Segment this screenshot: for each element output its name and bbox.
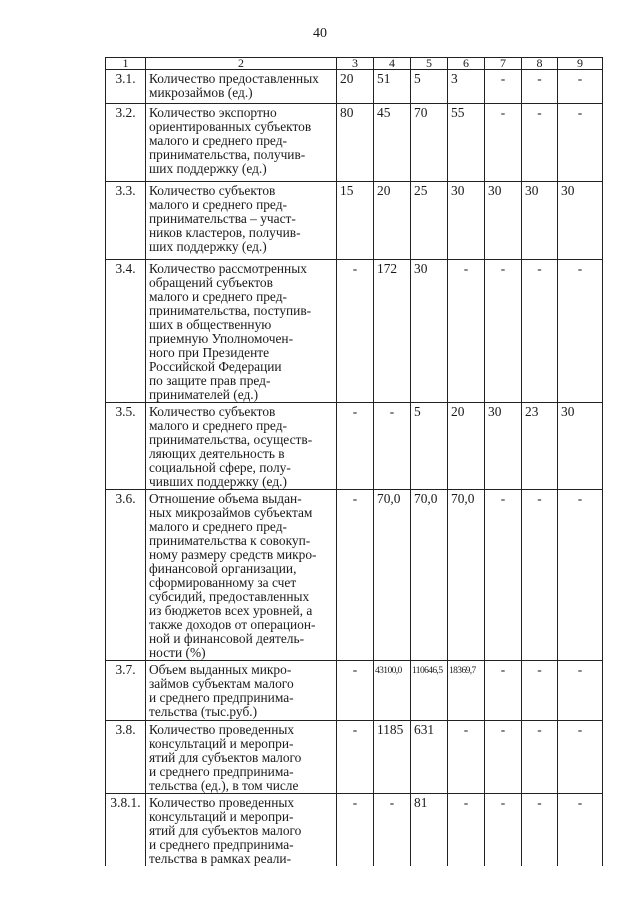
value-cell-col-5: 70,0 <box>411 490 448 661</box>
value-cell-col-5: 30 <box>411 260 448 403</box>
indicator-description: Объем выданных микро- займов субъектам малого и среднего предпринима- тельства (тыс.руб.) <box>146 661 337 721</box>
value-cell-col-4: - <box>374 794 411 867</box>
col-header-7: 7 <box>485 58 522 70</box>
value-cell-col-9: - <box>558 721 603 794</box>
value-cell-col-8: 23 <box>522 403 558 490</box>
value-cell-col-7: - <box>485 260 522 403</box>
row-number: 3.4. <box>106 260 146 403</box>
value-cell-col-4: 70,0 <box>374 490 411 661</box>
value-cell-col-9: - <box>558 260 603 403</box>
value-cell-col-3: - <box>337 721 374 794</box>
value-cell-col-7: 30 <box>485 403 522 490</box>
value-cell-col-3: 15 <box>337 182 374 260</box>
table-row <box>106 182 603 260</box>
col-header-4: 4 <box>374 58 411 70</box>
value-cell-col-3: 80 <box>337 104 374 182</box>
table-row <box>106 260 603 403</box>
value-cell-col-6: 55 <box>448 104 485 182</box>
value-cell-col-7: - <box>485 70 522 104</box>
value-cell-col-8: - <box>522 70 558 104</box>
value-cell-col-9: - <box>558 490 603 661</box>
value-cell-col-7: 30 <box>485 182 522 260</box>
table-header-row <box>106 58 603 70</box>
value-cell-col-7: - <box>485 661 522 721</box>
row-number: 3.5. <box>106 403 146 490</box>
table-row <box>106 490 603 661</box>
col-header-8: 8 <box>522 58 558 70</box>
row-number: 3.8.1. <box>106 794 146 867</box>
indicator-description: Количество субъектов малого и среднего пред- принимательства – участ- ников кластеров, получив- ших поддержку (ед.) <box>146 182 337 260</box>
value-cell-col-6: 20 <box>448 403 485 490</box>
value-cell-col-9: - <box>558 70 603 104</box>
value-cell-col-7: - <box>485 490 522 661</box>
col-header-6: 6 <box>448 58 485 70</box>
value-cell-col-8: - <box>522 104 558 182</box>
value-cell-col-9: - <box>558 661 603 721</box>
value-cell-col-9: 30 <box>558 403 603 490</box>
col-header-2: 2 <box>146 58 337 70</box>
value-cell-col-4: 172 <box>374 260 411 403</box>
indicator-description: Количество рассмотренных обращений субъектов малого и среднего пред- принимательства, поступив- ших в общественную приемную Уполномочен- ного при Президенте Российской Федерации по защите прав пред- принимателей (ед.) <box>146 260 337 403</box>
value-cell-col-5: 70 <box>411 104 448 182</box>
value-cell-col-7: - <box>485 794 522 867</box>
row-number: 3.7. <box>106 661 146 721</box>
value-cell-col-8: - <box>522 490 558 661</box>
value-cell-col-4: - <box>374 403 411 490</box>
row-number: 3.6. <box>106 490 146 661</box>
value-cell-col-9: 30 <box>558 182 603 260</box>
value-cell-col-4: 20 <box>374 182 411 260</box>
value-cell-col-6: - <box>448 721 485 794</box>
page-number: 40 <box>313 26 327 41</box>
value-cell-col-3: 20 <box>337 70 374 104</box>
indicators-table <box>105 57 603 866</box>
table-row <box>106 104 603 182</box>
value-cell-col-3: - <box>337 403 374 490</box>
value-cell-col-3: - <box>337 794 374 867</box>
table-row <box>106 661 603 721</box>
table-row <box>106 403 603 490</box>
col-header-1: 1 <box>106 58 146 70</box>
value-cell-col-6: 70,0 <box>448 490 485 661</box>
value-cell-col-5: 81 <box>411 794 448 867</box>
value-cell-col-4: 43100,0 <box>374 661 411 721</box>
value-cell-col-9: - <box>558 794 603 867</box>
value-cell-col-5: 5 <box>411 70 448 104</box>
col-header-3: 3 <box>337 58 374 70</box>
table-row <box>106 721 603 794</box>
value-cell-col-8: - <box>522 794 558 867</box>
row-number: 3.1. <box>106 70 146 104</box>
value-cell-col-3: - <box>337 490 374 661</box>
indicator-description: Количество проведенных консультаций и меропри- ятий для субъектов малого и среднего предпринима- тельства в рамках реали- <box>146 794 337 867</box>
value-cell-col-3: - <box>337 260 374 403</box>
indicator-description: Количество предоставленных микрозаймов (ед.) <box>146 70 337 104</box>
value-cell-col-9: - <box>558 104 603 182</box>
value-cell-col-7: - <box>485 721 522 794</box>
col-header-9: 9 <box>558 58 603 70</box>
value-cell-col-3: - <box>337 661 374 721</box>
indicator-description: Отношение объема выдан- ных микрозаймов субъектам малого и среднего пред- принимательства к совокуп- ному размеру средств микро- финансовой организации, сформированному за счет субсидий, предоставленных из бюджетов всех уровней, а также доходов от операцион- ной и финансовой деятель- ности (%) <box>146 490 337 661</box>
value-cell-col-6: - <box>448 794 485 867</box>
value-cell-col-4: 45 <box>374 104 411 182</box>
row-number: 3.3. <box>106 182 146 260</box>
value-cell-col-4: 51 <box>374 70 411 104</box>
value-cell-col-4: 1185 <box>374 721 411 794</box>
value-cell-col-8: - <box>522 661 558 721</box>
value-cell-col-8: - <box>522 721 558 794</box>
row-number: 3.2. <box>106 104 146 182</box>
value-cell-col-5: 631 <box>411 721 448 794</box>
value-cell-col-6: 30 <box>448 182 485 260</box>
col-header-5: 5 <box>411 58 448 70</box>
value-cell-col-6: 18369,7 <box>448 661 485 721</box>
value-cell-col-8: 30 <box>522 182 558 260</box>
indicator-description: Количество экспортно ориентированных субъектов малого и среднего пред- принимательства, получив- ших поддержку (ед.) <box>146 104 337 182</box>
value-cell-col-6: - <box>448 260 485 403</box>
value-cell-col-5: 5 <box>411 403 448 490</box>
indicator-description: Количество проведенных консультаций и меропри- ятий для субъектов малого и среднего предпринима- тельства (ед.), в том числе <box>146 721 337 794</box>
value-cell-col-6: 3 <box>448 70 485 104</box>
value-cell-col-5: 110646,5 <box>411 661 448 721</box>
table-row <box>106 70 603 104</box>
value-cell-col-5: 25 <box>411 182 448 260</box>
value-cell-col-7: - <box>485 104 522 182</box>
value-cell-col-8: - <box>522 260 558 403</box>
row-number: 3.8. <box>106 721 146 794</box>
indicator-description: Количество субъектов малого и среднего пред- принимательства, осуществ- ляющих деятельность в социальной сфере, полу- чивших поддержку (ед.) <box>146 403 337 490</box>
table-row <box>106 794 603 867</box>
